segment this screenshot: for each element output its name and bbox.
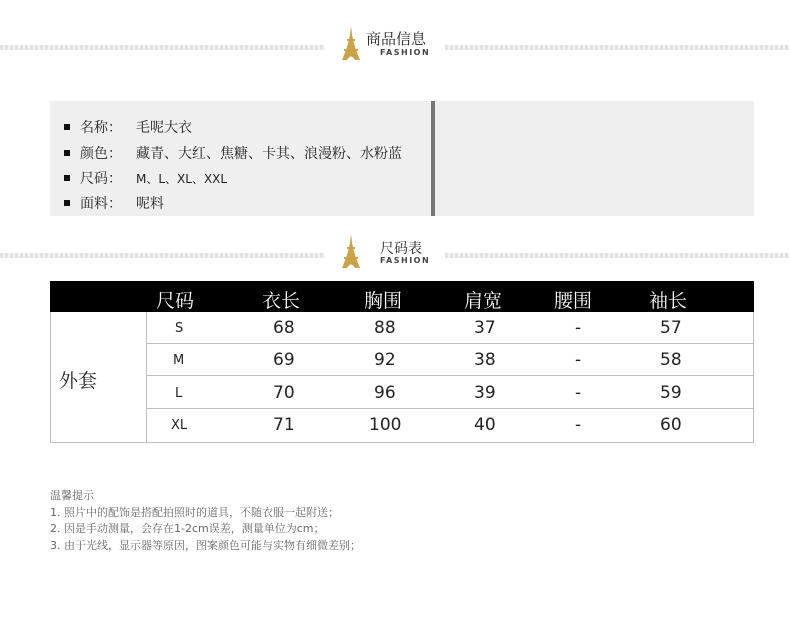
size-table bbox=[50, 281, 754, 443]
group-label: 外套 bbox=[59, 370, 98, 392]
table-cell: - bbox=[575, 383, 582, 403]
table-cell: 38 bbox=[474, 350, 496, 370]
table-cell: 39 bbox=[474, 383, 496, 403]
table-cell: 100 bbox=[369, 415, 402, 435]
table-cell: 37 bbox=[474, 318, 496, 338]
table-body bbox=[50, 312, 754, 443]
table-cell: 71 bbox=[273, 415, 295, 435]
table-header-row bbox=[50, 281, 754, 312]
table-row bbox=[147, 312, 754, 344]
table-cell: 88 bbox=[374, 318, 396, 338]
column-header: 袖长 bbox=[649, 290, 688, 312]
bullet-icon bbox=[64, 150, 70, 156]
section-title: 尺码表 bbox=[380, 241, 422, 257]
table-row bbox=[147, 409, 754, 441]
info-label: 颜色： bbox=[80, 146, 122, 162]
section-subtitle: FASHION bbox=[380, 256, 431, 265]
info-divider bbox=[431, 101, 435, 216]
header-decor-line bbox=[0, 45, 325, 50]
header-decor-line bbox=[445, 253, 790, 258]
table-cell: 40 bbox=[474, 415, 496, 435]
bullet-icon bbox=[64, 124, 70, 130]
info-label: 面料： bbox=[80, 196, 122, 212]
info-label: 名称： bbox=[80, 120, 122, 136]
table-row bbox=[147, 377, 754, 409]
table-cell: 58 bbox=[660, 350, 682, 370]
info-row-color bbox=[64, 143, 402, 163]
info-label: 尺码： bbox=[80, 171, 122, 187]
table-cell: 60 bbox=[660, 415, 682, 435]
table-cell: 96 bbox=[374, 383, 396, 403]
tips-section bbox=[50, 488, 361, 554]
table-cell: 68 bbox=[273, 318, 295, 338]
table-cell: S bbox=[175, 321, 184, 336]
section-title: 商品信息 bbox=[366, 30, 427, 48]
table-cell: L bbox=[175, 386, 183, 401]
info-row-name bbox=[64, 117, 192, 137]
table-cell: - bbox=[575, 350, 582, 370]
info-row-fabric bbox=[64, 193, 164, 213]
info-value: 藏青、大红、焦糖、卡其、浪漫粉、水粉蓝 bbox=[136, 146, 402, 162]
section-subtitle: FASHION bbox=[380, 48, 431, 57]
table-cell: - bbox=[575, 318, 582, 338]
size-chart-header bbox=[0, 232, 790, 282]
table-cell: 92 bbox=[374, 350, 396, 370]
product-info-box bbox=[50, 101, 754, 216]
tips-item: 3. 由于光线，显示器等原因，图案颜色可能与实物有细微差别； bbox=[50, 538, 361, 552]
table-cell: XL bbox=[171, 418, 188, 433]
table-row bbox=[147, 344, 754, 376]
table-cell: 57 bbox=[660, 318, 682, 338]
table-cell: - bbox=[575, 415, 582, 435]
info-value: 呢料 bbox=[136, 196, 164, 212]
tips-title: 温馨提示 bbox=[50, 489, 94, 502]
table-cell: 69 bbox=[273, 350, 295, 370]
table-cell: 70 bbox=[273, 383, 295, 403]
header-decor-line bbox=[0, 253, 325, 258]
column-header: 胸围 bbox=[364, 290, 403, 312]
column-header: 腰围 bbox=[554, 290, 593, 312]
eiffel-tower-icon bbox=[340, 234, 362, 268]
bullet-icon bbox=[64, 175, 70, 181]
info-value: M、L、XL、XXL bbox=[136, 171, 228, 186]
table-cell: M bbox=[173, 353, 185, 368]
info-row-size bbox=[64, 168, 227, 188]
table-cell: 59 bbox=[660, 383, 682, 403]
column-header: 肩宽 bbox=[464, 290, 503, 312]
tips-item: 2. 因是手动测量，会存在1-2cm误差，测量单位为cm； bbox=[50, 522, 325, 535]
column-header: 尺码 bbox=[156, 290, 195, 312]
tips-item: 1. 照片中的配饰是搭配拍照时的道具，不随衣服一起附送； bbox=[50, 505, 339, 519]
bullet-icon bbox=[64, 200, 70, 206]
eiffel-tower-icon bbox=[340, 26, 362, 60]
header-decor-line bbox=[445, 45, 790, 50]
column-header: 衣长 bbox=[262, 290, 301, 312]
product-info-header bbox=[0, 24, 790, 74]
info-value: 毛呢大衣 bbox=[136, 120, 192, 136]
